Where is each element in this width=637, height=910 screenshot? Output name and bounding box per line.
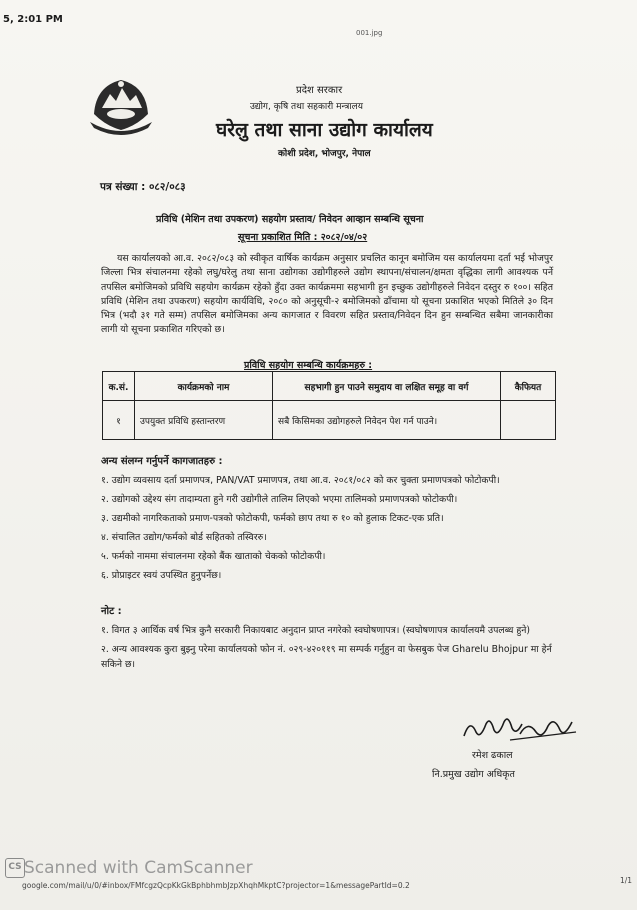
camscanner-logo-icon: CS bbox=[5, 858, 25, 878]
notice-subject: प्रविधि (मेशिन तथा उपकरण) सहयोग प्रस्ताव/ निवेदन आव्हान सम्बन्धि सूचना bbox=[156, 214, 424, 225]
list-item: १. उद्योग व्यवसाय दर्ता प्रमाणपत्र, PAN/VAT प्रमाणपत्र, तथा आ.व. २०८१/०८२ को कर चुक्ता प्रमाणपत्रको फोटोकपी। bbox=[101, 475, 500, 486]
page-url: google.com/mail/u/0/#inbox/FMfcgzQcpKkGkBphbhmbJzpXhqhMkptC?projector=1&messagePartId=0.2 bbox=[22, 881, 410, 890]
reference-number: पत्र संख्या : ०८२/०८३ bbox=[100, 181, 186, 193]
table-caption: प्रविधि सहयोग सम्बन्धि कार्यक्रमहरु : bbox=[244, 360, 373, 371]
documents-title: अन्य संलग्न गर्नुपर्ने कागजातहरु : bbox=[101, 456, 223, 467]
published-date: सूचना प्रकाशित मिति : २०८२/०४/०२ bbox=[238, 232, 368, 243]
program-table bbox=[102, 371, 556, 440]
office-address: कोशी प्रदेश, भोजपुर, नेपाल bbox=[278, 149, 371, 159]
scanner-watermark: Scanned with CamScanner bbox=[24, 858, 253, 878]
file-label: 001.jpg bbox=[356, 29, 383, 37]
notes-section bbox=[101, 603, 561, 674]
list-item: २. उद्योगको उद्देश्य संग तादाम्यता हुने गरी उद्योगीले तालिम लिएको भएमा तालिमको प्रमाणपत्रको फोटोकपी। bbox=[101, 494, 458, 505]
government-emblem-icon bbox=[88, 74, 154, 136]
list-item: ५. फर्मको नाममा संचालनमा रहेको बैंक खाताको चेकको फोटोकपी। bbox=[101, 551, 326, 562]
list-item: ६. प्रोप्राइटर स्वयं उपस्थित हुनुपर्नेछ। bbox=[101, 570, 222, 581]
office-name: घरेलु तथा साना उद्योग कार्यालय bbox=[216, 119, 433, 141]
page-counter: 1/1 bbox=[620, 876, 633, 885]
list-item: ४. संचालित उद्योग/फर्मको बोर्ड सहितको तस्विररु। bbox=[101, 532, 267, 543]
cell-program: उपयुक्त प्रविधि हस्तान्तरण bbox=[135, 401, 273, 440]
list-item: २. अन्य आवश्यक कुरा बुझ्नु परेमा कार्यालयको फोन नं. ०२९-४२०११९ मा सम्पर्क गर्नुहुन वा फेसबुक पेज Gharelu Bhojpur मा हेर्न सकिने छ। bbox=[101, 644, 552, 670]
handwritten-signature bbox=[460, 710, 580, 746]
col-program: कार्यक्रमको नाम bbox=[135, 372, 273, 401]
documents-section bbox=[101, 452, 561, 585]
cell-sn: १ bbox=[103, 401, 135, 440]
cell-remarks bbox=[501, 401, 556, 440]
col-sn: क.सं. bbox=[103, 372, 135, 401]
table-header-row bbox=[103, 372, 556, 401]
col-target-group: सहभागी हुन पाउने समुदाय वा लक्षित समूह वा वर्ग bbox=[273, 372, 501, 401]
signatory-designation: नि.प्रमुख उद्योग अधिकृत bbox=[432, 769, 515, 780]
table-row bbox=[103, 401, 556, 440]
notice-body: यस कार्यालयको आ.व. २०८२/०८३ को स्वीकृत वार्षिक कार्यक्रम अनुसार प्रचलित कानून बमोजिम यस कार्यालयमा दर्ता भई भोजपुर जिल्ला भित्र संचालनमा रहेको लघु/घरेलु तथा साना उद्योगका उद्योगीहरुले उद्योग स्थापना/संचालन/क्षमता वृद्धिका लागी आवश्यक पर्ने तपसिल बमोजिमको प्रविधि सहयोग कार्यक्रम रहेको हुँदा उक्त कार्यक्रममा सहभागी हुन इच्छुक उद्योगीहरुले निवेदन दस्तुर रु १००। सहित प्रविधि (मेशिन तथा उपकरण) सहयोग कार्यविधि, २०८० को अनुसूची-२ बमोजिमको ढाँचामा यो सूचना प्रकाशित भएको मितिले ३० दिन भित्र (भदौ ३१ गते सम्म) तपसिल बमोजिमका अन्य कागजात र विवरण सहित प्रस्ताव/निवेदन दिन हुन सम्बन्धित सबैमा जानकारीका लागी यो सूचना प्रकाशित गरिएको छ। bbox=[101, 253, 553, 336]
header-line1: प्रदेश सरकार bbox=[296, 85, 343, 96]
header-ministry: उद्योग, कृषि तथा सहकारी मन्त्रालय bbox=[250, 102, 364, 112]
signatory-name: रमेश ढकाल bbox=[472, 750, 513, 761]
list-item: १. विगत ३ आर्थिक वर्ष भित्र कुनै सरकारी निकायबाट अनुदान प्राप्त नगरेको स्वघोषणापत्र। (स्वघोषणापत्र कार्यालयमै उपलब्ध हुने) bbox=[101, 625, 531, 636]
notes-title: नोट : bbox=[101, 606, 122, 617]
list-item: ३. उद्यमीको नागरिकताको प्रमाण-पत्रको फोटोकपी, फर्मको छाप तथा रु १० को हुलाक टिकट-एक प्रति। bbox=[101, 513, 444, 524]
print-time: 5, 2:01 PM bbox=[3, 14, 63, 25]
cell-target-group: सबै किसिमका उद्योगहरुले निवेदन पेश गर्न पाउने। bbox=[273, 401, 501, 440]
col-remarks: कैफियत bbox=[501, 372, 556, 401]
